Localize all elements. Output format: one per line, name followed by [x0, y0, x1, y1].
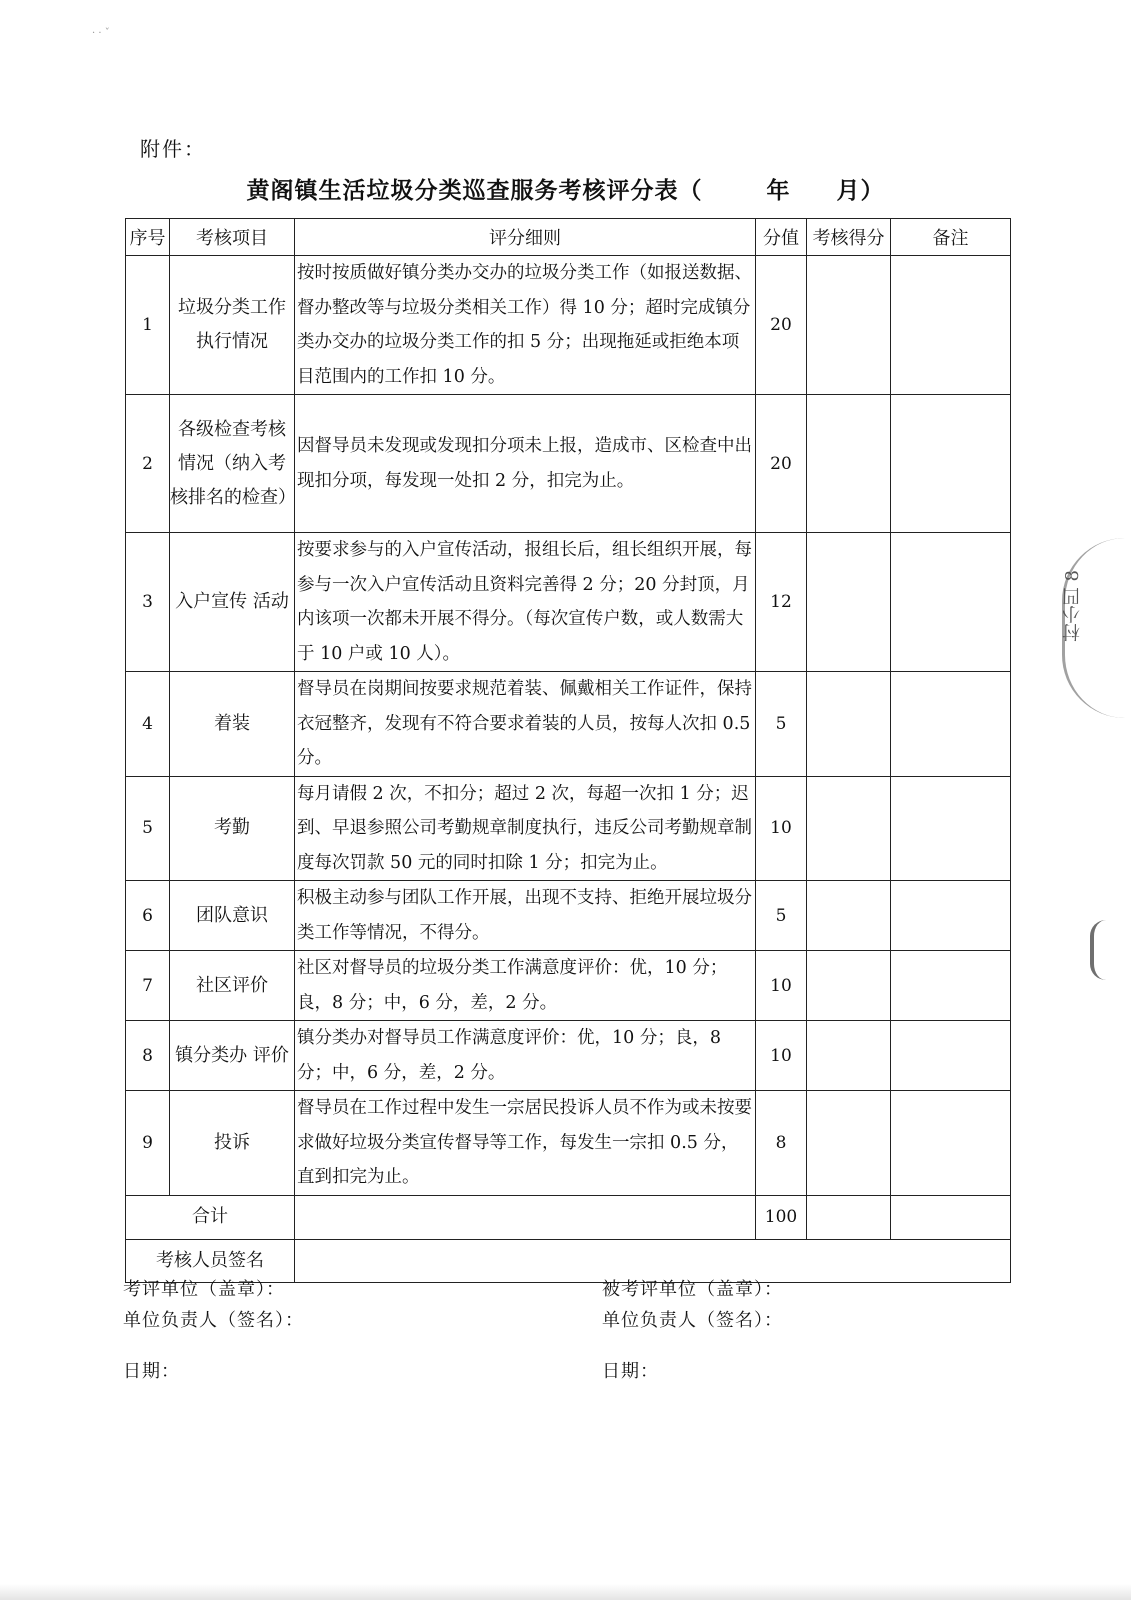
total-score-cell[interactable] — [807, 1195, 891, 1239]
row-remark-cell[interactable] — [891, 1021, 1011, 1091]
row-score-cell[interactable] — [807, 1091, 891, 1196]
row-remark-cell[interactable] — [891, 881, 1011, 951]
header-detail: 评分细则 — [295, 219, 756, 256]
row-value: 20 — [756, 395, 807, 533]
evaluated-head-label: 单位负责人（签名）： — [602, 1310, 783, 1331]
row-remark-cell[interactable] — [891, 533, 1011, 672]
row-detail: 社区对督导员的垃圾分类工作满意度评价：优，10 分；良，8 分；中，6 分，差，2 分。 — [295, 951, 756, 1021]
row-score-cell[interactable] — [807, 1021, 891, 1091]
header-remark: 备注 — [891, 219, 1011, 256]
score-table — [125, 218, 1011, 1283]
row-detail: 督导员在岗期间按要求规范着装、佩戴相关工作证件，保持衣冠整齐，发现有不符合要求着装的人员，按每人次扣 0.5 分。 — [295, 672, 756, 777]
row-item: 社区评价 — [170, 951, 295, 1021]
evaluator-date-label: 日期： — [123, 1361, 180, 1382]
row-remark-cell[interactable] — [891, 672, 1011, 777]
row-no: 9 — [126, 1091, 170, 1196]
title-month: 月） — [836, 178, 885, 204]
row-item: 各级检查考核情况（纳入考核排名的检查） — [170, 395, 295, 533]
row-remark-cell[interactable] — [891, 1091, 1011, 1196]
row-remark-cell[interactable] — [891, 951, 1011, 1021]
row-detail: 按要求参与的入户宣传活动，报组长后，组长组织开展，每参与一次入户宣传活动且资料完善得 2 分；20 分封顶，月内该项一次都未开展不得分。（每次宣传户数，或人数需大于 10 户或 10 人）。 — [295, 533, 756, 672]
title-year: 年 — [766, 178, 791, 204]
header-score: 考核得分 — [807, 219, 891, 256]
row-detail: 每月请假 2 次，不扣分；超过 2 次，每超一次扣 1 分；迟到、早退参照公司考勤规章制度执行，违反公司考勤规章制度每次罚款 50 元的同时扣除 1 分；扣完为止。 — [295, 776, 756, 881]
table-row — [126, 533, 1011, 672]
signature-label: 考核人员签名 — [126, 1239, 295, 1282]
row-item: 镇分类办 评价 — [170, 1021, 295, 1091]
row-value: 8 — [756, 1091, 807, 1196]
row-item: 团队意识 — [170, 881, 295, 951]
row-detail: 积极主动参与团队工作开展，出现不支持、拒绝开展垃圾分类工作等情况，不得分。 — [295, 881, 756, 951]
table-header-row — [126, 219, 1011, 256]
table-row — [126, 951, 1011, 1021]
evaluator-head-label: 单位负责人（签名）： — [123, 1310, 304, 1331]
row-value: 5 — [756, 672, 807, 777]
row-detail: 因督导员未发现或发现扣分项未上报，造成市、区检查中出现扣分项，每发现一处扣 2 分，扣完为止。 — [295, 395, 756, 533]
table-row — [126, 1091, 1011, 1196]
row-detail: 督导员在工作过程中发生一宗居民投诉人员不作为或未按要求做好垃圾分类宣传督导等工作，每发生一宗扣 0.5 分，直到扣完为止。 — [295, 1091, 756, 1196]
row-score-cell[interactable] — [807, 881, 891, 951]
row-value: 10 — [756, 951, 807, 1021]
evaluated-date-label: 日期： — [602, 1361, 659, 1382]
header-no: 序号 — [126, 219, 170, 256]
row-item: 投诉 — [170, 1091, 295, 1196]
total-label: 合计 — [126, 1195, 295, 1239]
row-no: 3 — [126, 533, 170, 672]
header-item: 考核项目 — [170, 219, 295, 256]
scan-edge-band — [0, 1584, 1131, 1600]
row-score-cell[interactable] — [807, 533, 891, 672]
partial-stamp-mark — [1090, 920, 1106, 980]
row-remark-cell[interactable] — [891, 776, 1011, 881]
table-row — [126, 256, 1011, 395]
row-score-cell[interactable] — [807, 256, 891, 395]
scan-specks: · · ˇ — [92, 28, 110, 39]
row-value: 10 — [756, 1021, 807, 1091]
table-row — [126, 395, 1011, 533]
row-item: 垃圾分类工作执行情况 — [170, 256, 295, 395]
row-value: 10 — [756, 776, 807, 881]
total-value: 100 — [756, 1195, 807, 1239]
row-item: 着装 — [170, 672, 295, 777]
stamp-text: 村小凹 8 — [1062, 570, 1083, 642]
row-remark-cell[interactable] — [891, 256, 1011, 395]
table-row — [126, 1021, 1011, 1091]
page-title — [0, 172, 1131, 205]
table-row — [126, 672, 1011, 777]
total-detail-cell — [295, 1195, 756, 1239]
row-score-cell[interactable] — [807, 776, 891, 881]
row-item: 考勤 — [170, 776, 295, 881]
row-no: 7 — [126, 951, 170, 1021]
row-score-cell[interactable] — [807, 395, 891, 533]
table-row — [126, 881, 1011, 951]
header-value: 分值 — [756, 219, 807, 256]
title-main: 黄阁镇生活垃圾分类巡查服务考核评分表（ — [246, 178, 703, 204]
row-no: 2 — [126, 395, 170, 533]
row-detail: 镇分类办对督导员工作满意度评价：优，10 分；良，8 分；中，6 分，差，2 分。 — [295, 1021, 756, 1091]
row-no: 6 — [126, 881, 170, 951]
row-item: 入户宣传 活动 — [170, 533, 295, 672]
row-no: 1 — [126, 256, 170, 395]
row-no: 8 — [126, 1021, 170, 1091]
row-remark-cell[interactable] — [891, 395, 1011, 533]
evaluated-unit-label: 被考评单位（盖章）： — [602, 1279, 783, 1300]
row-value: 12 — [756, 533, 807, 672]
row-value: 5 — [756, 881, 807, 951]
evaluator-unit-label: 考评单位（盖章）： — [123, 1279, 285, 1300]
row-value: 20 — [756, 256, 807, 395]
row-score-cell[interactable] — [807, 672, 891, 777]
attachment-label: 附件： — [140, 137, 206, 161]
row-no: 5 — [126, 776, 170, 881]
row-no: 4 — [126, 672, 170, 777]
row-score-cell[interactable] — [807, 951, 891, 1021]
table-row — [126, 776, 1011, 881]
total-remark-cell[interactable] — [891, 1195, 1011, 1239]
total-row — [126, 1195, 1011, 1239]
row-detail: 按时按质做好镇分类办交办的垃圾分类工作（如报送数据、督办整改等与垃圾分类相关工作）得 10 分；超时完成镇分类办交办的垃圾分类工作的扣 5 分；出现拖延或拒绝本项目范围内的工作扣 10 分。 — [295, 256, 756, 395]
